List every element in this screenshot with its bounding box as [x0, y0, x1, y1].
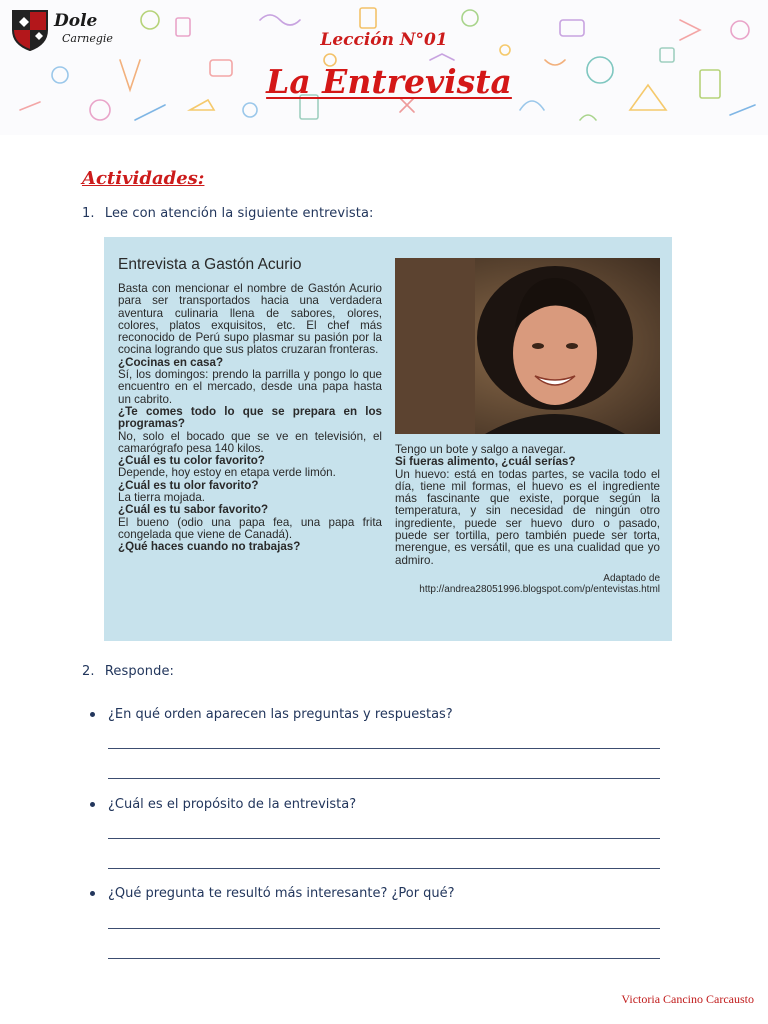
answer-line[interactable]: [108, 958, 660, 959]
adapted-label: Adaptado de: [603, 572, 660, 584]
article-intro: Basta con mencionar el nombre de Gastón Acurio para ser transportados hacia una verdadera aventura culinaria llena de sabores, olores, colores, platos exquisitos, etc. El chef más reconocido de Perú supo plasmar su pasión por la cocina logrando que sus platos cruzaran fronteras.: [118, 282, 382, 357]
article-left-column: [118, 283, 382, 554]
question-1-number: 1.: [82, 206, 95, 221]
article-answer: La tierra mojada.: [118, 491, 205, 505]
article-question: Si fueras alimento, ¿cuál serías?: [395, 455, 576, 469]
bullet-text: ¿Cuál es el propósito de la entrevista?: [108, 797, 357, 812]
question-1: [82, 206, 374, 221]
article-answer: El bueno (odio una papa fea, una papa frita congelada que viene de Canadá).: [118, 515, 382, 541]
portrait-icon: [395, 258, 660, 434]
article-answer: Depende, hoy estoy en etapa verde limón.: [118, 466, 336, 480]
answer-line[interactable]: [108, 928, 660, 929]
article-question: ¿Cuál es tu olor favorito?: [118, 478, 259, 492]
portrait-photo: [395, 258, 660, 434]
article-source: [395, 573, 660, 595]
bullet-text: ¿En qué orden aparecen las preguntas y respuestas?: [108, 707, 453, 722]
answer-line[interactable]: [108, 868, 660, 869]
article-right-column: [395, 444, 660, 595]
list-item: [90, 797, 356, 812]
question-2: [82, 664, 174, 679]
article-question: ¿Te comes todo lo que se prepara en los programas?: [118, 404, 382, 431]
question-1-text: Lee con atención la siguiente entrevista:: [104, 206, 374, 221]
logo-subname: Carnegie: [62, 32, 113, 45]
list-item: [90, 886, 455, 901]
article-question: ¿Cuál es tu sabor favorito?: [118, 503, 269, 517]
article-answer: Sí, los domingos: prendo la parrilla y pongo lo que encuentro en el mercado, desde una papa hasta un cabrito.: [118, 368, 382, 406]
answer-line[interactable]: [108, 778, 660, 779]
article-answer: Un huevo: está en todas partes, se vacila todo el día, tiene mil formas, el huevo es el ingrediente más fascinante que existe, porque según la temperatura, y sin necesidad de ningún otro ingrediente, puede ser huevo duro o pasado, puede ser tortilla, pero también puede ser torta, merengue, es versátil, que es una cualidad que yo admiro.: [395, 467, 660, 567]
article-title: Entrevista a Gastón Acurio: [118, 256, 302, 273]
page-title: La Entrevista: [266, 62, 512, 101]
bullet-icon: [90, 891, 95, 896]
bullet-text: ¿Qué pregunta te resultó más interesante? ¿Por qué?: [108, 886, 455, 901]
answer-line[interactable]: [108, 748, 660, 749]
article-answer: Tengo un bote y salgo a navegar.: [395, 443, 566, 456]
article-answer: No, solo el bocado que se ve en televisión, el camarógrafo pesa 140 kilos.: [118, 429, 382, 455]
question-2-text: Responde:: [104, 664, 175, 679]
lesson-number: Lección N°01: [320, 30, 448, 50]
author-footer: Victoria Cancino Carcausto: [621, 992, 754, 1006]
article-question: ¿Cuál es tu color favorito?: [118, 454, 265, 468]
header-banner: [0, 0, 768, 135]
article-question: ¿Cocinas en casa?: [118, 355, 224, 369]
activities-heading: Actividades:: [82, 168, 205, 189]
source-url: http://andrea28051996.blogspot.com/p/entevistas.html: [419, 583, 660, 595]
bullet-icon: [90, 802, 95, 807]
list-item: [90, 707, 453, 722]
interview-article: [104, 237, 672, 641]
article-question: ¿Qué haces cuando no trabajas?: [118, 540, 301, 554]
bullet-icon: [90, 712, 95, 717]
question-2-number: 2.: [82, 664, 95, 679]
logo-name: Dole: [54, 11, 98, 31]
answer-line[interactable]: [108, 838, 660, 839]
